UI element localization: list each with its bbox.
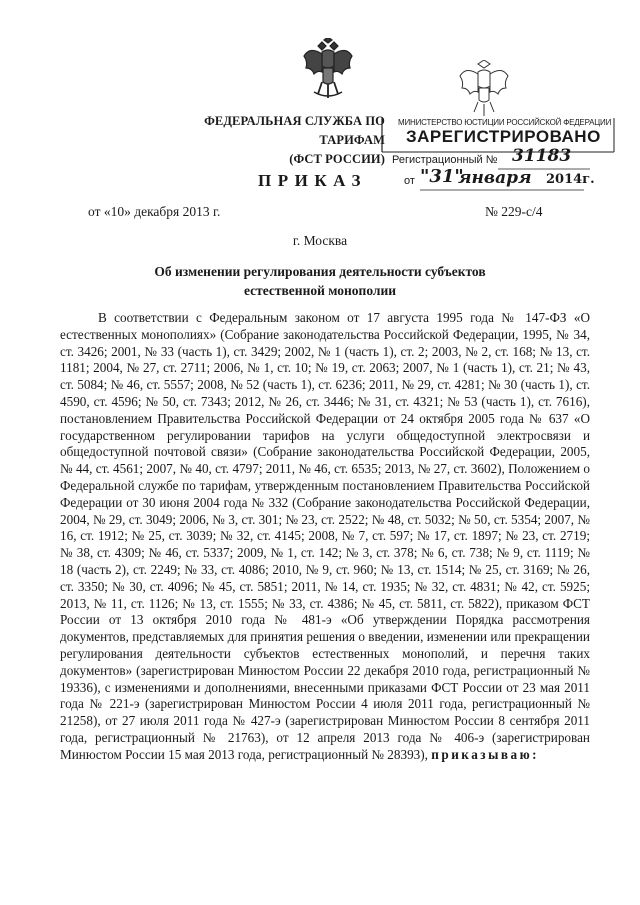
agency-name: [195, 112, 385, 169]
document-body: [60, 310, 590, 764]
stamp-date-day: "31": [420, 166, 464, 187]
coat-of-arms-icon: [300, 38, 356, 102]
document-number: № 229-с/4: [485, 204, 543, 219]
order-word: приказываю:: [431, 746, 540, 762]
stamp-coat-of-arms-icon: [458, 60, 510, 118]
stamp-date-month: января: [458, 168, 532, 188]
document-date: от «10» декабря 2013 г.: [88, 204, 221, 219]
stamp-reg-number-value: 31183: [512, 146, 572, 166]
stamp-date-prefix: от: [404, 175, 415, 187]
document-title: [120, 262, 520, 300]
stamp-date-year: 2014г.: [546, 172, 595, 187]
stamp-registered: ЗАРЕГИСТРИРОВАНО: [406, 127, 601, 146]
body-paragraph: В соответствии с Федеральным законом от 17 августа 1995 года № 147-ФЗ «О естественных монополиях» (Собрание законодательства Российской Федерации, 1995, № 34, ст. 3426; 2001, № 33 (часть 1), ст. 3429; 2002, № 1 (часть 1), ст. 2; 2003, № 2, ст. 168; № 13, ст. 1181; 2004, № 27, ст. 2711; 2006, № 1, ст. 10; № 19, ст. 2063; 2007, № 1 (часть 1), ст. 21; № 43, ст. 5084; № 46, ст. 5557; 2008, № 52 (часть 1), ст. 6236; 2011, № 29, ст. 4281; № 30 (часть 1), ст. 4590, ст. 4596; № 50, ст. 7343; 2012, № 26, ст. 3446; № 31, ст. 4321; № 53 (часть 1), ст. 7616), постановлением Правительства Российской Федерации от 24 октября 2005 года № 637 «О государственном регулировании тарифов на услуги общедоступной электросвязи и общедоступной почтовой связи» (Собрание законодательства Российской Федерации, 2005, № 44, ст. 4561; 2007, № 40, ст. 4797; 2011, № 46, ст. 6535; 2013, № 27, ст. 3602), Положением о Федеральной службе по тарифам, утвержденным постановлением Правительства Российской Федерации от 30 июня 2004 года № 332 (Собрание законодательства Российской Федерации, 2004, № 29, ст. 3049; 2006, № 3, ст. 301; № 23, ст. 2522; № 48, ст. 5032; № 50, ст. 5354; 2007, № 16, ст. 1912; № 25, ст. 3039; № 32, ст. 4145; 2008, № 7, ст. 597; № 17, ст. 1897; № 23, ст. 2719; № 38, ст. 4309; № 46, ст. 5337; 2009, № 1, ст. 142; № 3, ст. 378; № 6, ст. 738; № 9, ст. 1119; № 18 (часть 2), ст. 2249; № 33, ст. 4086; 2010, № 9, ст. 960; № 13, ст. 1514; № 25, ст. 3169; № 26, ст. 3350; № 30, ст. 4096; № 45, ст. 5851; 2011, № 14, ст. 1935; № 32, ст. 4831; № 42, ст. 5925; 2013, № 11, ст. 1126; № 13, ст. 1555; № 33, ст. 4386; № 45, ст. 5811, ст. 5822), приказом ФСТ России от 13 октября 2010 года № 481-э «Об утверждении Порядка рассмотрения документов, представляемых для принятия решения о введении, изменении или прекращении регулирования деятельности субъектов естественных монополий, и перечня таких документов» (зарегистрирован Минюстом России 22 декабря 2010 года, регистрационный № 19336), с изменениями и дополнениями, внесенными приказами ФСТ России от 23 мая 2011 года № 221-э (зарегистрирован Минюстом России 4 июля 2011 года, регистрационный № 21258), от 27 июля 2011 года № 427-э (зарегистрирован Минюстом России 8 сентября 2011 года, регистрационный № 21763), от 12 апреля 2013 года № 406-э (зарегистрирован Минюстом России 15 мая 2013 года, регистрационный № 28393),: [60, 310, 590, 762]
stamp-reg-number-label: Регистрационный №: [392, 154, 498, 166]
agency-name-line2: (ФСТ РОССИИ): [289, 152, 385, 166]
registration-stamp: [378, 118, 618, 198]
document-title-line2: естественной монополии: [243, 283, 397, 298]
document-type: ПРИКАЗ: [258, 171, 367, 190]
agency-name-line1: ФЕДЕРАЛЬНАЯ СЛУЖБА ПО ТАРИФАМ: [204, 114, 385, 147]
document-city: г. Москва: [292, 233, 348, 248]
stamp-ministry: МИНИСТЕРСТВО ЮСТИЦИИ РОССИЙСКОЙ ФЕДЕРАЦИИ: [398, 118, 612, 127]
document-title-line1: Об изменении регулирования деятельности субъектов: [154, 264, 486, 279]
